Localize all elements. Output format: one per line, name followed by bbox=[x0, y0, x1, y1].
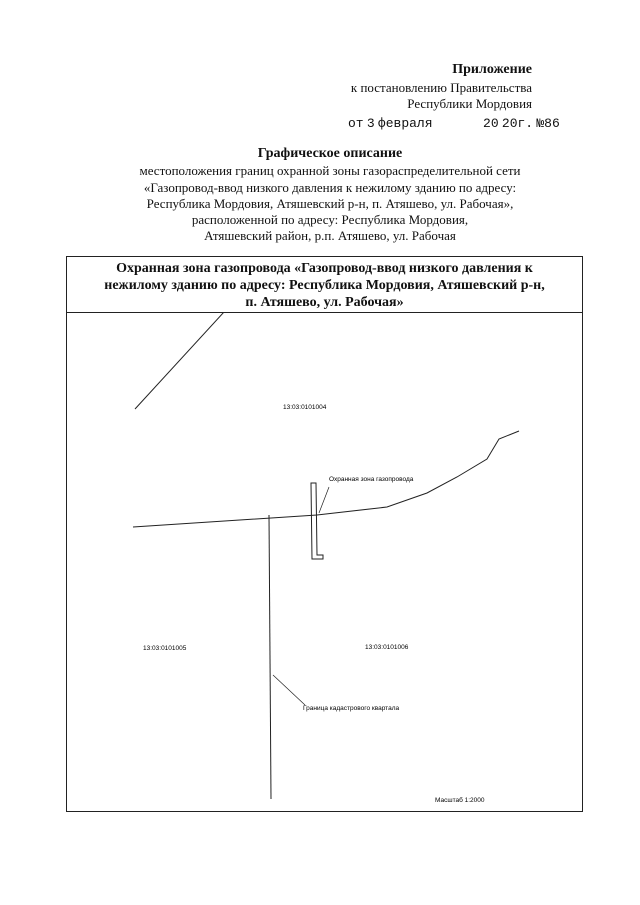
description-line-3: Республика Мордовия, Атяшевский р-н, п. Атяшево, ул. Рабочая», bbox=[146, 196, 514, 211]
map-heading-line-2: нежилому зданию по адресу: Республика Мордовия, Атяшевский р-н, bbox=[104, 278, 545, 293]
parcel-label-2: 13:03:0101005 bbox=[143, 645, 187, 652]
date-day: 3 bbox=[366, 116, 375, 131]
parcel-label-3: 13:03:0101006 bbox=[365, 644, 409, 651]
map-heading bbox=[67, 257, 582, 313]
scale-label: Масштаб 1:2000 bbox=[435, 797, 485, 804]
boundary-label: Граница кадастрового квартала bbox=[303, 705, 400, 712]
document-number: 86 bbox=[544, 116, 560, 131]
appendix-line-2: Республики Мордовия bbox=[407, 96, 532, 111]
boundary-line-nw bbox=[135, 313, 224, 409]
map-frame bbox=[66, 256, 583, 812]
description-title: Графическое описание bbox=[257, 146, 403, 161]
cadastral-map bbox=[67, 313, 582, 811]
description-line-1: местоположения границ охранной зоны газораспределительной сети bbox=[139, 163, 521, 178]
parcel-label-1: 13:03:0101004 bbox=[283, 404, 327, 411]
appendix-title: Приложение bbox=[452, 62, 532, 77]
description-line-4: расположенной по адресу: Республика Мордовия, bbox=[191, 212, 469, 227]
protection-zone-polygon bbox=[311, 483, 323, 559]
date-year-suffix: 20 bbox=[501, 116, 518, 131]
zone-label-leader bbox=[319, 487, 329, 513]
date-prefix: от bbox=[348, 116, 364, 131]
number-sign: № bbox=[536, 116, 545, 131]
map-heading-line-3: п. Атяшево, ул. Рабочая» bbox=[245, 295, 404, 310]
description-line-2: «Газопровод-ввод низкого давления к нежилому зданию по адресу: bbox=[143, 180, 517, 195]
date-month: февраля bbox=[377, 116, 433, 131]
description-line-5: Атяшевский район, р.п. Атяшево, ул. Рабочая bbox=[204, 228, 456, 243]
boundary-line-vertical bbox=[269, 515, 271, 799]
boundary-line-main bbox=[133, 431, 519, 527]
appendix-date-line bbox=[348, 115, 560, 131]
boundary-label-leader bbox=[273, 675, 305, 705]
zone-label: Охранная зона газопровода bbox=[329, 476, 414, 483]
appendix-line-1: к постановлению Правительства bbox=[350, 80, 532, 95]
map-heading-line-1: Охранная зона газопровода «Газопровод-ввод низкого давления к bbox=[116, 261, 533, 276]
date-year-prefix: 20 bbox=[483, 116, 499, 131]
date-year-unit: г. bbox=[517, 116, 534, 131]
